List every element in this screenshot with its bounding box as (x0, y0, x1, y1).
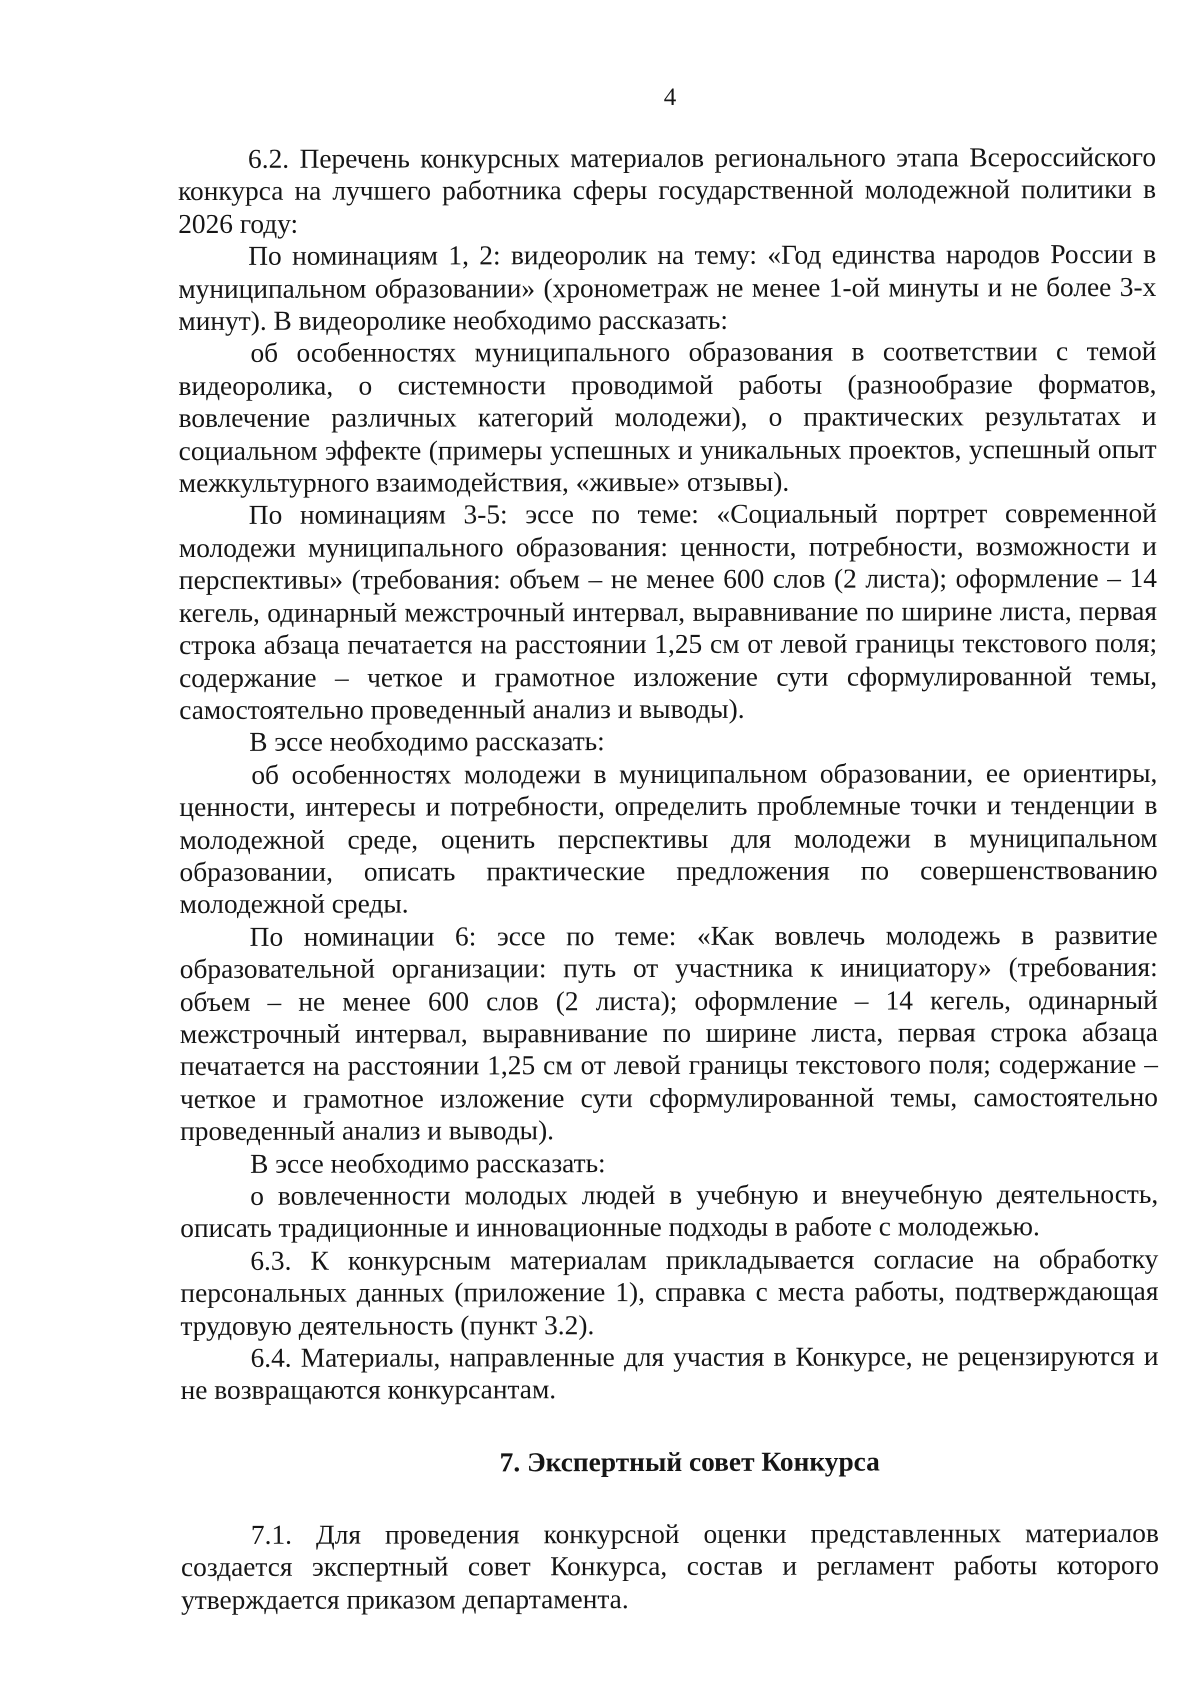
paragraph-nomination-6: По номинации 6: эссе по теме: «Как вовлечь молодежь в развитие образовательной организации: путь от участника к инициатору» (требования: объем – не менее 600 слов (2 листа); оформление – 14 кегель, одинарный межстрочный интервал, выравнивание по ширине листа, первая строка абзаца печатается на расстоянии 1,25 см от левой границы текстового поля; содержание – четкое и грамотное изложение сути сформулированной темы, самостоятельно проведенный анализ и выводы). (179, 919, 1159, 1147)
paragraph-7-1: 7.1. Для проведения конкурсной оценки представленных материалов создается экспертный совет Конкурса, состав и регламент работы которого утверждается приказом департамента. (180, 1517, 1160, 1615)
paragraph-video-content: об особенностях муниципального образования в соответствии с темой видеоролика, о системности проводимой работы (разнообразие форматов, вовлечение различных категорий молодежи), о практических результатах и социальном эффекте (примеры успешных и уникальных проектов, успешный опыт межкультурного взаимодействия, «живые» отзывы). (178, 336, 1157, 499)
paragraph-6-3: 6.3. К конкурсным материалам прикладывается согласие на обработку персональных данных (приложение 1), справка с места работы, подтверждающая трудовую деятельность (пункт 3.2). (180, 1243, 1159, 1341)
paragraph-essay-content-1: об особенностях молодежи в муниципальном образовании, ее ориентиры, ценности, интересы и потребности, определить проблемные точки и тенденции в молодежной среде, оценить перспективы для молодежи в муниципальном образовании, описать практические предложения по совершенствованию молодежной среды. (179, 757, 1158, 920)
section-heading: 7. Экспертный совет Конкурса (499, 1446, 880, 1478)
page-number: 4 (663, 84, 677, 111)
document-body (178, 141, 1159, 1616)
paragraph-essay-intro-1: В эссе необходимо рассказать: (249, 726, 605, 758)
paragraph-essay-content-2: о вовлеченности молодых людей в учебную и внеучебную деятельность, описать традиционные и инновационные подходы в работе с молодежью. (180, 1178, 1159, 1244)
paragraph-nominations-3-5: По номинациям 3-5: эссе по теме: «Социальный портрет современной молодежи муниципального образования: ценности, потребности, возможности и перспективы» (требования: объем – не менее 600 слов (2 листа); оформление – 14 кегель, одинарный межстрочный интервал, выравнивание по ширине листа, первая строка абзаца печатается на расстоянии 1,25 см от левой границы текстового поля; содержание – четкое и грамотное изложение сути сформулированной темы, самостоятельно проведенный анализ и выводы). (178, 498, 1158, 725)
paragraph-nominations-1-2: По номинациям 1, 2: видеоролик на тему: «Год единства народов России в муниципальном образовании» (хронометраж не менее 1-ой минуты и не более 3-х минут). В видеоролике необходимо рассказать: (178, 239, 1157, 337)
paragraph-6-2: 6.2. Перечень конкурсных материалов регионального этапа Всероссийского конкурса на лучшего работника сферы государственной молодежной политики в 2026 году: (178, 141, 1157, 239)
paragraph-6-4: 6.4. Материалы, направленные для участия в Конкурсе, не рецензируются и не возвращаются конкурсантам. (180, 1340, 1159, 1406)
paragraph-essay-intro-2: В эссе необходимо рассказать: (250, 1147, 606, 1179)
